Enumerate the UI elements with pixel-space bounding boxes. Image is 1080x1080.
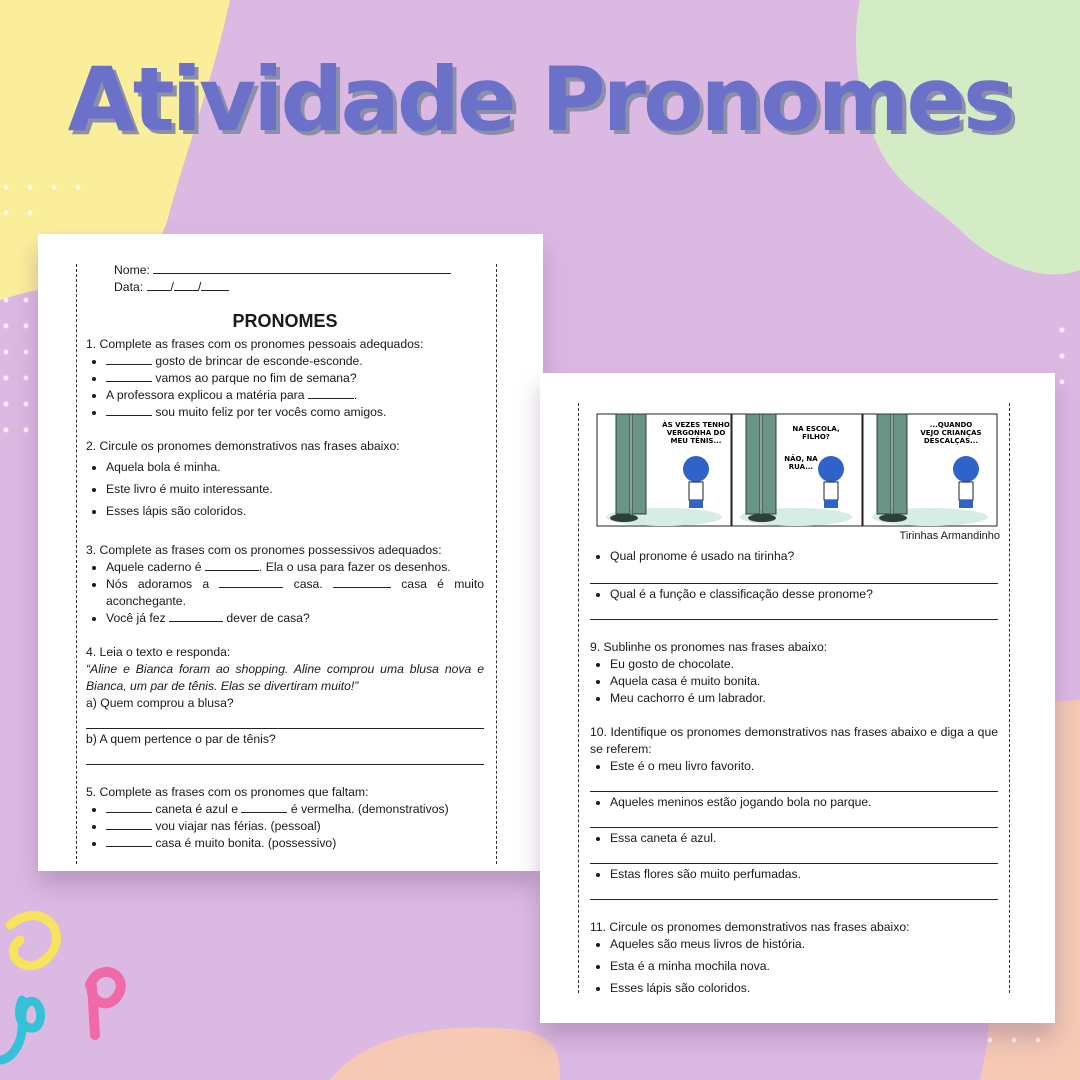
comic-credit: Tirinhas Armandinho [899, 530, 1000, 542]
worksheet-content-2 [590, 548, 998, 995]
answer-line[interactable] [590, 775, 998, 792]
question-3-list [86, 559, 484, 627]
pink-squiggle [90, 972, 121, 1035]
list-item: • Aquele caderno é . Ela o usa para fazer os desenhos. [106, 559, 484, 576]
question-4a: a) Quem comprou a blusa? [86, 696, 234, 710]
worksheet-heading: PRONOMES [232, 311, 338, 331]
list-item: • Esses lápis são coloridos. [106, 503, 484, 520]
question-3: 3. Complete as frases com os pronomes possessivos adequados: [86, 543, 442, 557]
comic-text: ...QUANDO VEJO CRIANÇAS DESCALÇAS... [920, 421, 982, 445]
peach-blob-bottom [330, 1027, 560, 1080]
question-11: 11. Circule os pronomes demonstrativos nas frases abaixo: [590, 920, 910, 934]
name-field: Nome: [114, 262, 484, 279]
worksheet-content-1 [86, 262, 484, 850]
answer-line[interactable] [86, 712, 484, 729]
date-field: Data: / / [114, 279, 484, 296]
comic-panel-1 [597, 414, 731, 526]
comic-panel-3 [863, 414, 997, 526]
list-item: • Essa caneta é azul. [610, 830, 998, 847]
answer-line[interactable] [590, 567, 998, 584]
list-item: • Eu gosto de chocolate. [610, 656, 998, 673]
question-10-list [590, 794, 998, 811]
question-1: 1. Complete as frases com os pronomes pessoais adequados: [86, 337, 424, 351]
question-2: 2. Circule os pronomes demonstrativos nas frases abaixo: [86, 439, 400, 453]
question-8-list [590, 586, 998, 603]
comic-panel-2 [732, 414, 862, 526]
page-title: Atividade Pronomes [67, 48, 1013, 151]
question-5: 5. Complete as frases com os pronomes que faltam: [86, 785, 369, 799]
right-dashed-border [1009, 403, 1010, 993]
yellow-squiggle [10, 916, 56, 966]
question-9: 9. Sublinhe os pronomes nas frases abaixo: [590, 640, 828, 654]
list-item: • Meu cachorro é um labrador. [610, 690, 998, 707]
list-item: • vou viajar nas férias. (pessoal) [106, 818, 484, 835]
comic-strip [596, 413, 1000, 529]
comic-text: NA ESCOLA, FILHO? [792, 425, 840, 441]
left-dashed-border [76, 264, 77, 864]
list-item: • A professora explicou a matéria para . [106, 387, 484, 404]
list-item: • Aquela bola é minha. [106, 459, 484, 476]
answer-line[interactable] [590, 811, 998, 828]
list-item: • Qual pronome é usado na tirinha? [610, 548, 998, 565]
comic-text: ÀS VEZES TENHO VERGONHA DO MEU TÊNIS... [662, 421, 730, 445]
list-item: • Você já fez dever de casa? [106, 610, 484, 627]
question-4-text: “Aline e Bianca foram ao shopping. Aline comprou uma blusa nova e Bianca, um par de tênis. Elas se divertiram muito!” [86, 662, 484, 693]
answer-line[interactable] [86, 748, 484, 765]
list-item: • casa é muito bonita. (possessivo) [106, 835, 484, 852]
question-2-list [86, 459, 484, 520]
answer-line[interactable] [590, 883, 998, 900]
answer-line[interactable] [590, 603, 998, 620]
question-10-list [590, 758, 998, 775]
list-item: • vamos ao parque no fim de semana? [106, 370, 484, 387]
answer-line[interactable] [590, 847, 998, 864]
cyan-squiggle [0, 1000, 40, 1060]
list-item: • Este é o meu livro favorito. [610, 758, 998, 775]
list-item: • caneta é azul e é vermelha. (demonstrativos) [106, 801, 484, 818]
question-9-list [590, 656, 998, 707]
question-1-list [86, 353, 484, 421]
list-item: • Esses lápis são coloridos. [610, 980, 998, 997]
question-4: 4. Leia o texto e responda: [86, 645, 231, 659]
question-10-list [590, 866, 998, 883]
worksheet-page-1 [38, 234, 543, 871]
list-item: • Este livro é muito interessante. [106, 481, 484, 498]
question-10: 10. Identifique os pronomes demonstrativos nas frases abaixo e diga a que se referem: [590, 725, 998, 756]
left-dashed-border [578, 403, 579, 993]
list-item: • Estas flores são muito perfumadas. [610, 866, 998, 883]
list-item: • Nós adoramos a casa. casa é muito aconchegante. [106, 576, 484, 610]
list-item: • sou muito feliz por ter vocês como amigos. [106, 404, 484, 421]
question-8-list [590, 548, 998, 565]
question-10-list [590, 830, 998, 847]
worksheet-page-2 [540, 373, 1055, 1023]
question-11-list [590, 936, 998, 997]
comic-text: NÃO, NA RUA... [784, 455, 818, 471]
list-item: • gosto de brincar de esconde-esconde. [106, 353, 484, 370]
list-item: • Aqueles são meus livros de história. [610, 936, 998, 953]
list-item: • Aquela casa é muito bonita. [610, 673, 998, 690]
right-dashed-border [496, 264, 497, 864]
list-item: • Esta é a minha mochila nova. [610, 958, 998, 975]
question-4b: b) A quem pertence o par de tênis? [86, 732, 276, 746]
list-item: • Qual é a função e classificação desse pronome? [610, 586, 998, 603]
list-item: • Aqueles meninos estão jogando bola no parque. [610, 794, 998, 811]
question-5-list [86, 801, 484, 852]
